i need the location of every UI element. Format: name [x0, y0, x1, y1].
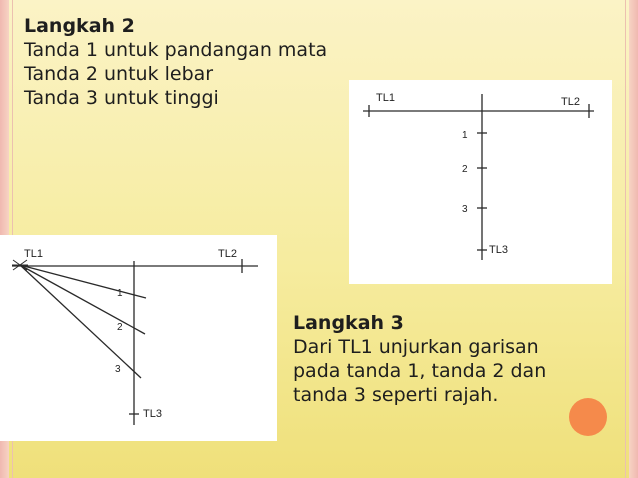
top-mark-2-label: 2 — [462, 164, 468, 175]
step3-text-block — [293, 311, 546, 407]
left-mark-1-label: 1 — [117, 288, 123, 299]
left-tl1-label: TL1 — [24, 248, 43, 260]
top-tl2-label: TL2 — [561, 96, 580, 108]
step3-heading: Langkah 3 — [293, 312, 404, 334]
left-mark-3-label: 3 — [115, 364, 121, 375]
right-border-line — [625, 0, 626, 478]
projection-line-1 — [20, 265, 146, 298]
left-tl2-label: TL2 — [218, 248, 237, 260]
step3-line-3: tanda 3 seperti rajah. — [293, 384, 499, 406]
step2-text-block — [24, 14, 327, 110]
step2-heading: Langkah 2 — [24, 15, 135, 37]
diagram-top-svg — [349, 80, 612, 284]
step3-line-2: pada tanda 1, tanda 2 dan — [293, 360, 547, 382]
diagram-left-panel — [0, 235, 277, 441]
step2-line-3: Tanda 3 untuk tinggi — [24, 87, 219, 109]
step3-line-1: Dari TL1 unjurkan garisan — [293, 336, 539, 358]
right-border — [629, 0, 638, 478]
top-mark-1-label: 1 — [462, 130, 468, 141]
orange-circle-decoration — [569, 398, 607, 436]
diagram-top-panel — [349, 80, 612, 284]
tl1-pivot-icon — [12, 260, 28, 270]
top-mark-3-label: 3 — [462, 204, 468, 215]
top-tl1-label: TL1 — [376, 92, 395, 104]
left-tl3-label: TL3 — [143, 408, 162, 420]
step2-line-2: Tanda 2 untuk lebar — [24, 63, 214, 85]
diagram-left-svg — [0, 235, 277, 441]
step2-line-1: Tanda 1 untuk pandangan mata — [24, 39, 328, 61]
left-mark-2-label: 2 — [117, 322, 123, 333]
top-tl3-label: TL3 — [489, 244, 508, 256]
